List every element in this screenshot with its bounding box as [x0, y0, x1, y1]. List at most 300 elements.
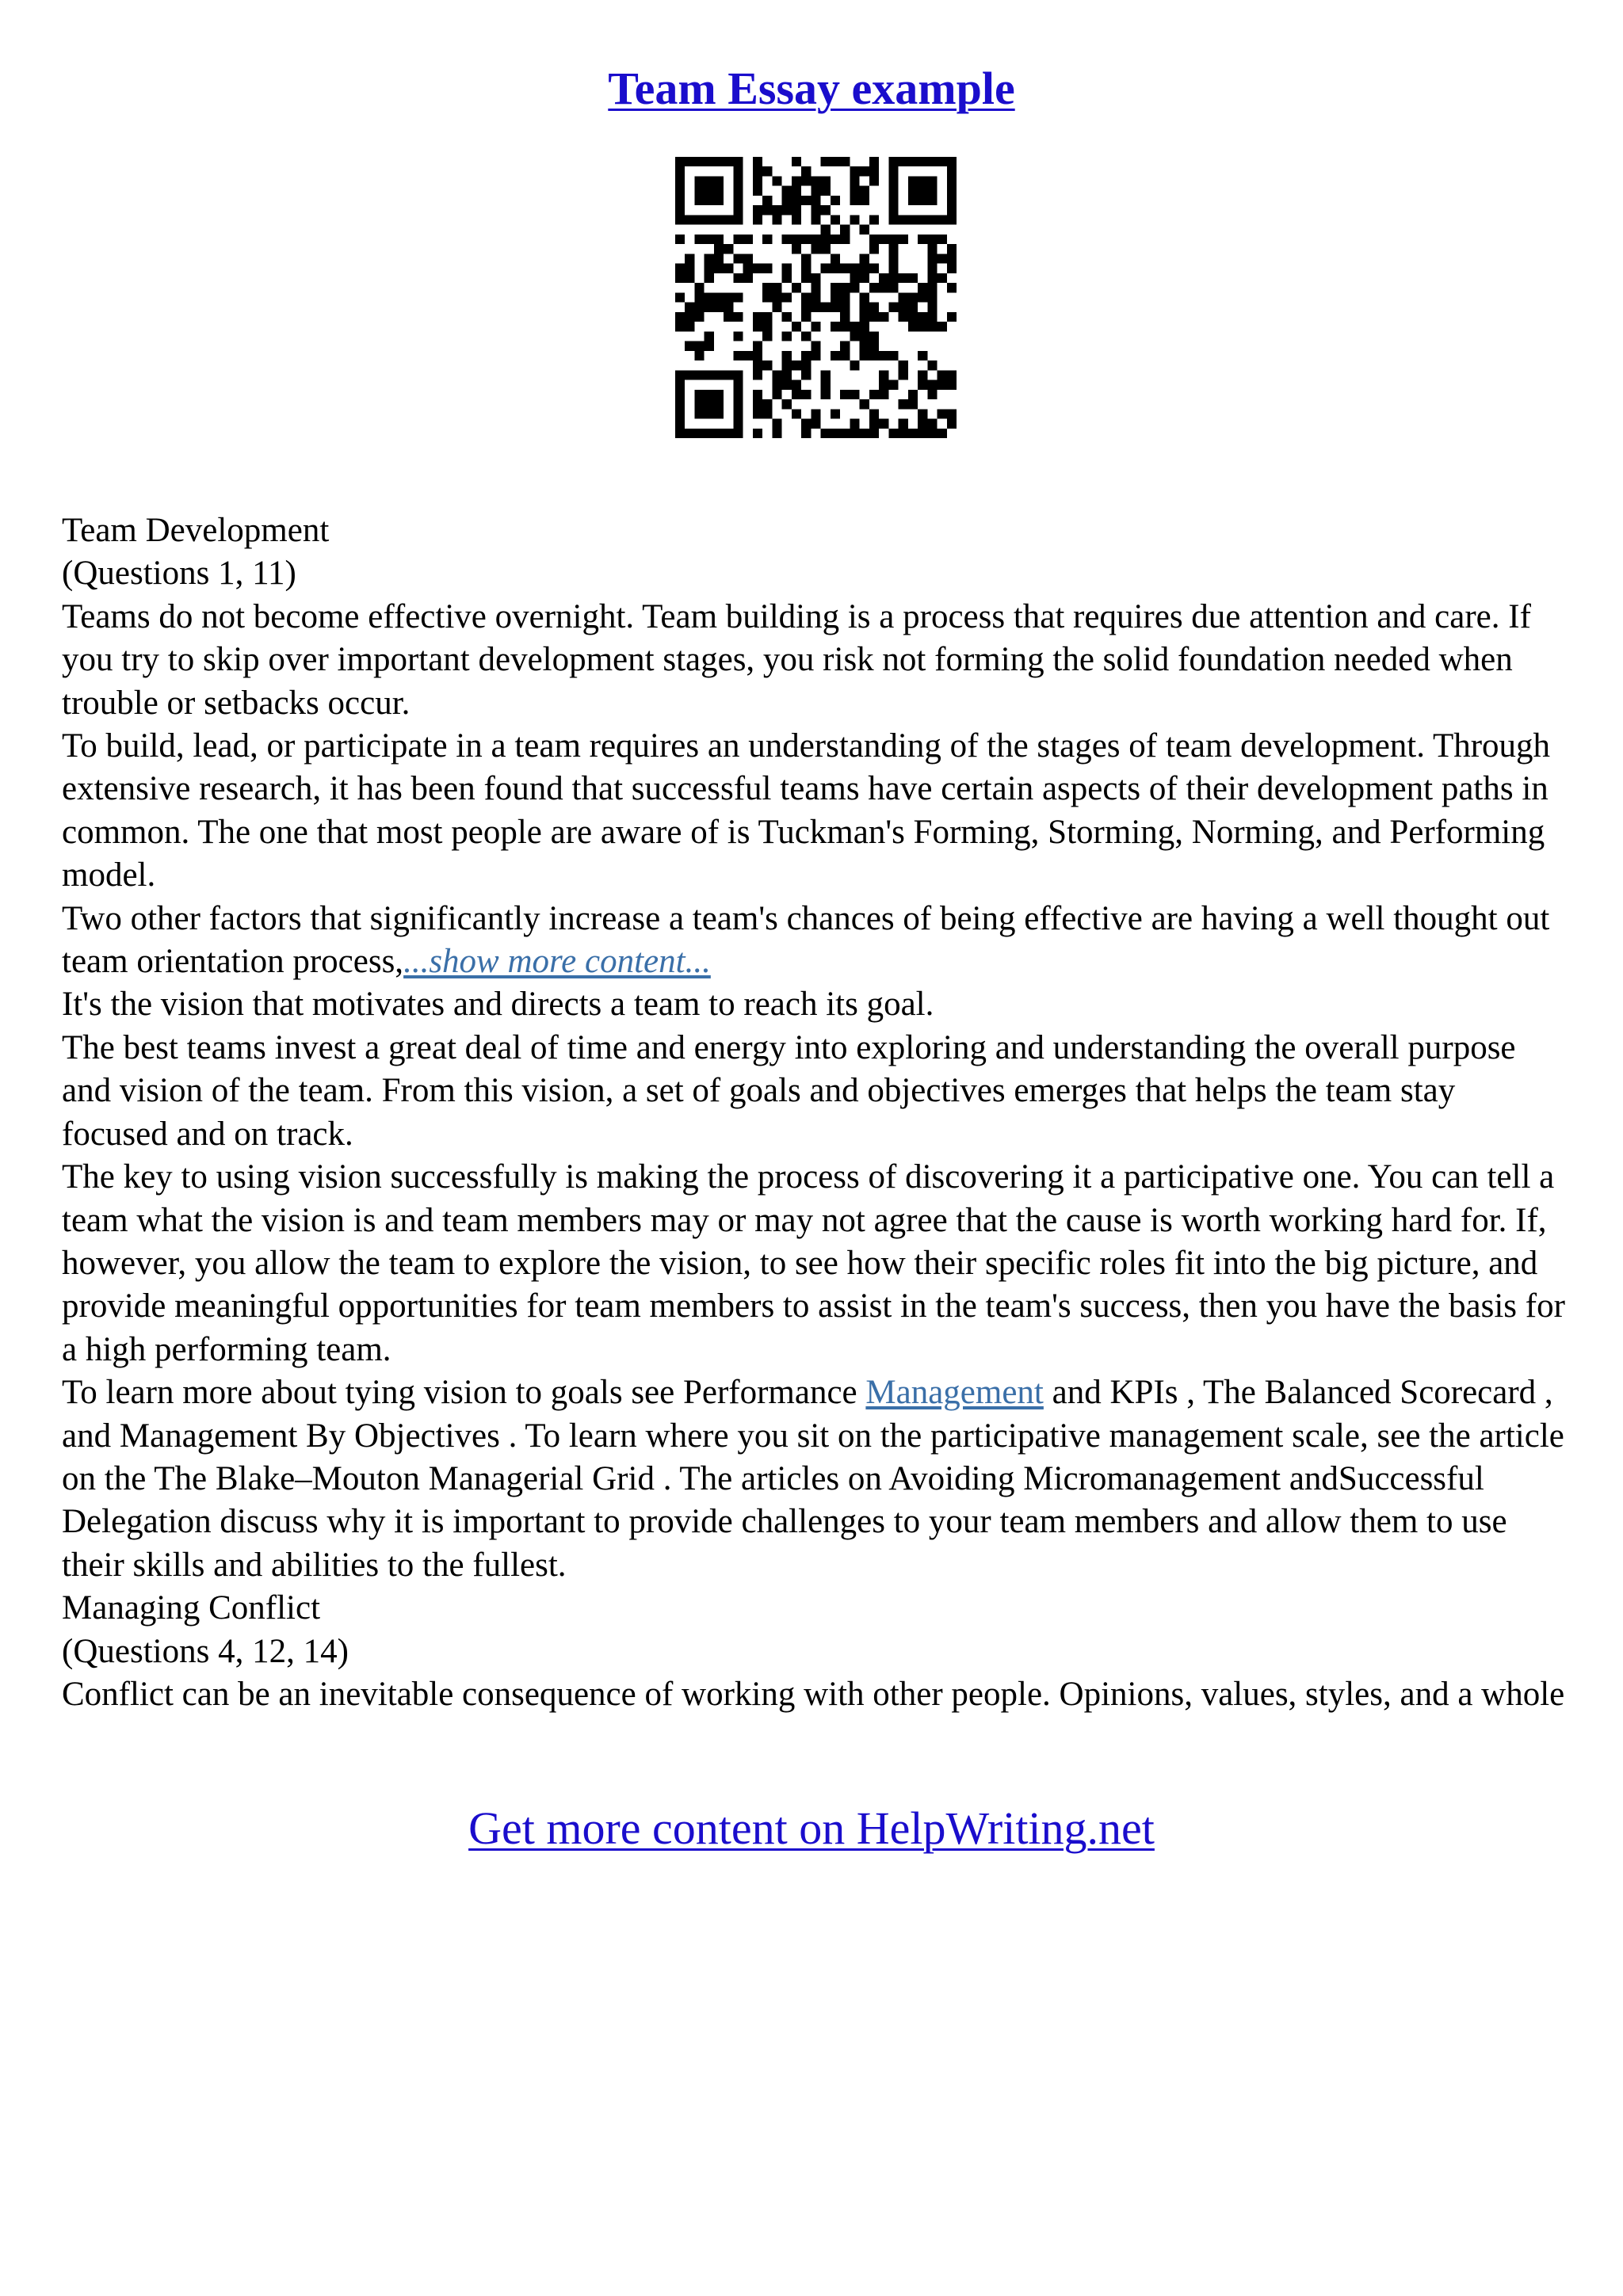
qr-module: [801, 264, 811, 273]
qr-module: [705, 186, 714, 196]
qr-module: [762, 399, 772, 409]
qr-module: [860, 341, 869, 351]
qr-module: [792, 196, 801, 205]
qr-module: [869, 244, 879, 254]
qr-module: [869, 166, 879, 176]
qr-module: [899, 429, 908, 438]
qr-module: [831, 254, 840, 263]
qr-module: [811, 322, 820, 331]
qr-module: [840, 264, 850, 273]
qr-module: [792, 186, 801, 196]
qr-module: [733, 312, 743, 322]
qr-module: [840, 322, 850, 331]
qr-module: [792, 205, 801, 215]
qr-module: [850, 322, 859, 331]
qr-module: [860, 322, 869, 331]
qr-module: [879, 283, 888, 292]
helpwriting-link[interactable]: Get more content on HelpWriting.net: [468, 1802, 1155, 1854]
qr-module: [733, 419, 743, 429]
qr-module: [705, 157, 714, 166]
qr-module: [714, 244, 724, 254]
qr-module: [888, 429, 898, 438]
qr-module: [947, 264, 957, 273]
qr-module: [860, 196, 869, 205]
paragraph: Teams do not become effective overnight. Team building is a process that requires due attention and care. If you try to skip over important development stages, you risk not forming the solid foundation needed when trouble or setbacks occur.: [62, 597, 1531, 722]
qr-module: [927, 390, 937, 399]
qr-module: [762, 264, 772, 273]
qr-module: [840, 390, 850, 399]
qr-module: [860, 264, 869, 273]
qr-module: [869, 283, 879, 292]
qr-module: [860, 312, 869, 322]
qr-module: [918, 157, 927, 166]
qr-module: [869, 303, 879, 312]
qr-module: [938, 322, 947, 331]
qr-module: [792, 157, 801, 166]
qr-module: [831, 283, 840, 292]
qr-module: [860, 186, 869, 196]
qr-module: [869, 235, 879, 244]
qr-module: [685, 264, 694, 273]
qr-module: [675, 186, 685, 196]
qr-module: [811, 186, 820, 196]
qr-module: [927, 176, 937, 185]
qr-module: [753, 390, 762, 399]
qr-module: [918, 186, 927, 196]
qr-module: [918, 215, 927, 224]
qr-module: [947, 419, 957, 429]
qr-module: [782, 312, 792, 322]
qr-module: [927, 380, 937, 390]
qr-module: [918, 196, 927, 205]
qr-module: [675, 157, 685, 166]
qr-module: [821, 205, 831, 215]
qr-module: [782, 273, 792, 283]
qr-module: [694, 409, 704, 418]
qr-module: [743, 273, 753, 283]
qr-module: [879, 390, 888, 399]
qr-module: [947, 254, 957, 263]
qr-module: [918, 176, 927, 185]
qr-module: [899, 273, 908, 283]
qr-module: [938, 215, 947, 224]
qr-module: [908, 157, 918, 166]
qr-module: [753, 176, 762, 185]
qr-module: [888, 176, 898, 185]
qr-module: [927, 303, 937, 312]
qr-module: [714, 409, 724, 418]
qr-module: [705, 264, 714, 273]
qr-module: [753, 399, 762, 409]
qr-module: [811, 196, 820, 205]
qr-module: [850, 360, 859, 370]
qr-module: [831, 264, 840, 273]
qr-module: [792, 390, 801, 399]
qr-module: [714, 292, 724, 302]
qr-module: [821, 157, 831, 166]
qr-module: [801, 360, 811, 370]
qr-module: [792, 409, 801, 418]
qr-module: [724, 312, 733, 322]
qr-module: [918, 380, 927, 390]
qr-module: [733, 205, 743, 215]
qr-module: [675, 380, 685, 390]
qr-module: [850, 176, 859, 185]
paragraph: The best teams invest a great deal of time and energy into exploring and understanding the overall purpose and vision of the team. From this vision, a set of goals and objectives emerges that helps the team stay focused and on track.: [62, 1028, 1516, 1153]
questions-note: (Questions 4, 12, 14): [62, 1632, 349, 1670]
qr-module: [733, 186, 743, 196]
qr-module: [705, 254, 714, 263]
qr-module: [918, 292, 927, 302]
qr-module: [947, 176, 957, 185]
qr-module: [811, 215, 820, 224]
qr-module: [869, 409, 879, 418]
qr-module: [685, 215, 694, 224]
qr-module: [714, 399, 724, 409]
qr-module: [733, 399, 743, 409]
qr-module: [840, 157, 850, 166]
qr-module: [675, 419, 685, 429]
qr-module: [947, 186, 957, 196]
qr-module: [879, 419, 888, 429]
qr-module: [879, 312, 888, 322]
qr-module: [869, 341, 879, 351]
qr-module: [705, 399, 714, 409]
qr-module: [694, 292, 704, 302]
qr-module: [772, 429, 781, 438]
qr-module: [850, 331, 859, 341]
qr-module: [840, 235, 850, 244]
qr-module: [801, 292, 811, 302]
qr-module: [733, 273, 743, 283]
qr-module: [899, 370, 908, 379]
paragraph: To build, lead, or participate in a team requires an understanding of the stages of team development. Through extensive research, it has been found that successful teams have certain aspects of their development paths in common. The one that most people are aware of is Tuckman's Forming, Storming, Norming, and Performing model.: [62, 727, 1551, 894]
qr-module: [850, 283, 859, 292]
qr-module: [947, 205, 957, 215]
paragraph: Conflict can be an inevitable consequence of working with other people. Opinions, values, styles, and a whole: [62, 1675, 1565, 1713]
qr-module: [888, 157, 898, 166]
section-heading: Managing Conflict: [62, 1589, 321, 1627]
qr-module: [714, 254, 724, 263]
qr-module: [918, 235, 927, 244]
qr-module: [888, 166, 898, 176]
qr-module: [831, 215, 840, 224]
qr-module: [888, 215, 898, 224]
qr-module: [811, 273, 820, 283]
qr-module: [908, 196, 918, 205]
qr-module: [762, 360, 772, 370]
qr-module: [899, 303, 908, 312]
qr-module: [860, 292, 869, 302]
qr-module: [675, 429, 685, 438]
qr-module: [821, 244, 831, 254]
qr-module: [801, 390, 811, 399]
qr-module: [762, 283, 772, 292]
qr-module: [860, 303, 869, 312]
qr-module: [743, 235, 753, 244]
qr-module: [918, 409, 927, 418]
qr-module: [869, 351, 879, 360]
title-link[interactable]: Team Essay example: [608, 63, 1015, 114]
qr-module: [733, 380, 743, 390]
qr-module: [753, 215, 762, 224]
qr-module: [753, 157, 762, 166]
qr-module: [908, 176, 918, 185]
qr-module: [733, 166, 743, 176]
qr-module: [705, 196, 714, 205]
qr-module: [675, 264, 685, 273]
qr-module: [675, 235, 685, 244]
qr-module: [724, 292, 733, 302]
qr-module: [908, 273, 918, 283]
qr-module: [705, 429, 714, 438]
qr-module: [821, 176, 831, 185]
qr-module: [705, 390, 714, 399]
qr-module: [705, 370, 714, 379]
qr-module: [831, 235, 840, 244]
qr-module: [675, 390, 685, 399]
qr-module: [714, 196, 724, 205]
qr-module: [860, 429, 869, 438]
qr-module: [831, 409, 840, 418]
qr-module: [753, 341, 762, 351]
qr-module: [831, 157, 840, 166]
qr-module: [792, 215, 801, 224]
qr-module: [821, 390, 831, 399]
qr-module: [918, 429, 927, 438]
qr-code: [675, 157, 957, 438]
qr-module: [705, 176, 714, 185]
qr-module: [743, 254, 753, 263]
qr-module: [938, 157, 947, 166]
qr-module: [831, 196, 840, 205]
qr-module: [801, 303, 811, 312]
qr-module: [792, 380, 801, 390]
qr-module: [782, 351, 792, 360]
paragraph-text: To learn more about tying vision to goals see Performance: [62, 1374, 866, 1412]
qr-module: [772, 176, 781, 185]
qr-module: [899, 360, 908, 370]
qr-module: [860, 331, 869, 341]
qr-module: [840, 303, 850, 312]
section-heading: Team Development: [62, 512, 330, 549]
qr-module: [762, 205, 772, 215]
qr-module: [860, 351, 869, 360]
qr-module: [908, 215, 918, 224]
qr-module: [753, 264, 762, 273]
qr-module: [762, 235, 772, 244]
qr-module: [927, 292, 937, 302]
qr-module: [694, 341, 704, 351]
qr-module: [782, 235, 792, 244]
qr-module: [762, 409, 772, 418]
qr-module: [860, 273, 869, 283]
qr-module: [908, 186, 918, 196]
qr-module: [733, 196, 743, 205]
qr-module: [927, 264, 937, 273]
qr-module: [888, 186, 898, 196]
qr-module: [918, 283, 927, 292]
qr-module: [879, 235, 888, 244]
qr-module: [694, 312, 704, 322]
qr-module: [685, 157, 694, 166]
qr-module: [899, 419, 908, 429]
qr-module: [811, 235, 820, 244]
qr-module: [694, 370, 704, 379]
qr-module: [947, 370, 957, 379]
qr-module: [821, 264, 831, 273]
qr-module: [908, 322, 918, 331]
qr-module: [811, 176, 820, 185]
qr-module: [782, 399, 792, 409]
qr-module: [918, 322, 927, 331]
qr-module: [772, 390, 781, 399]
qr-module: [888, 235, 898, 244]
qr-module: [899, 157, 908, 166]
qr-module: [733, 157, 743, 166]
qr-code-graphic: [675, 157, 957, 438]
qr-module: [772, 303, 781, 312]
qr-module: [869, 264, 879, 273]
qr-module: [840, 292, 850, 302]
qr-module: [927, 215, 937, 224]
qr-module: [733, 235, 743, 244]
qr-module: [908, 303, 918, 312]
qr-module: [811, 292, 820, 302]
qr-module: [705, 273, 714, 283]
qr-module: [938, 235, 947, 244]
qr-module: [801, 254, 811, 263]
qr-module: [888, 380, 898, 390]
essay-body: [62, 509, 1566, 1716]
qr-module: [947, 215, 957, 224]
qr-module: [705, 215, 714, 224]
qr-module: [762, 331, 772, 341]
qr-module: [947, 380, 957, 390]
qr-module: [840, 312, 850, 322]
qr-module: [888, 351, 898, 360]
qr-module: [888, 283, 898, 292]
qr-module: [782, 196, 792, 205]
qr-module: [772, 283, 781, 292]
questions-note: (Questions 1, 11): [62, 555, 296, 593]
qr-module: [753, 429, 762, 438]
qr-module: [694, 186, 704, 196]
qr-module: [724, 303, 733, 312]
qr-module: [947, 244, 957, 254]
qr-module: [918, 419, 927, 429]
qr-module: [772, 205, 781, 215]
qr-module: [753, 370, 762, 379]
qr-module: [753, 312, 762, 322]
qr-module: [685, 341, 694, 351]
qr-module: [675, 312, 685, 322]
qr-module: [908, 429, 918, 438]
qr-module: [947, 196, 957, 205]
qr-module: [927, 312, 937, 322]
qr-module: [908, 390, 918, 399]
qr-module: [792, 235, 801, 244]
qr-module: [831, 322, 840, 331]
qr-module: [879, 273, 888, 283]
qr-module: [811, 419, 820, 429]
qr-module: [888, 196, 898, 205]
qr-module: [792, 322, 801, 331]
qr-module: [714, 429, 724, 438]
qr-module: [753, 166, 762, 176]
qr-module: [801, 166, 811, 176]
paragraph: The key to using vision successfully is making the process of discovering it a participative one. You can tell a team what the vision is and team members may or may not agree that the cause is worth working hard for. If, however, you allow the team to explore the vision, to see how their specific roles fit into the big picture, and provide meaningful opportunities for team members to assist in the team's success, then you have the basis for a high performing team.: [62, 1158, 1565, 1368]
qr-module: [714, 176, 724, 185]
qr-module: [792, 360, 801, 370]
qr-module: [899, 399, 908, 409]
qr-module: [811, 341, 820, 351]
qr-module: [888, 303, 898, 312]
qr-module: [685, 322, 694, 331]
qr-module: [714, 186, 724, 196]
qr-module: [947, 409, 957, 418]
qr-module: [772, 215, 781, 224]
qr-module: [801, 351, 811, 360]
qr-module: [821, 380, 831, 390]
qr-module: [694, 235, 704, 244]
qr-module: [675, 166, 685, 176]
qr-module: [733, 390, 743, 399]
qr-module: [675, 399, 685, 409]
qr-module: [811, 303, 820, 312]
management-link[interactable]: Management: [865, 1374, 1044, 1412]
qr-module: [714, 390, 724, 399]
qr-module: [714, 303, 724, 312]
paragraph-truncated: [62, 898, 1566, 984]
qr-module: [762, 322, 772, 331]
footer: [0, 1797, 1623, 1860]
qr-module: [899, 312, 908, 322]
qr-module: [733, 254, 743, 263]
qr-module: [908, 292, 918, 302]
qr-module: [792, 176, 801, 185]
qr-module: [782, 360, 792, 370]
qr-module: [801, 176, 811, 185]
qr-module: [724, 244, 733, 254]
qr-module: [869, 419, 879, 429]
qr-module: [850, 390, 859, 399]
qr-module: [840, 429, 850, 438]
qr-module: [869, 312, 879, 322]
qr-module: [675, 273, 685, 283]
qr-module: [927, 360, 937, 370]
qr-module: [918, 351, 927, 360]
qr-module: [831, 292, 840, 302]
qr-module: [811, 244, 820, 254]
qr-module: [782, 264, 792, 273]
qr-module: [705, 303, 714, 312]
qr-module: [831, 351, 840, 360]
qr-module: [694, 283, 704, 292]
qr-module: [869, 176, 879, 185]
qr-module: [888, 273, 898, 283]
qr-module: [782, 186, 792, 196]
qr-module: [899, 235, 908, 244]
show-more-link[interactable]: ...show more content...: [403, 943, 711, 981]
qr-module: [927, 429, 937, 438]
qr-module: [938, 370, 947, 379]
qr-module: [821, 235, 831, 244]
qr-module: [762, 292, 772, 302]
qr-module: [724, 370, 733, 379]
qr-module: [714, 235, 724, 244]
qr-module: [821, 225, 831, 235]
